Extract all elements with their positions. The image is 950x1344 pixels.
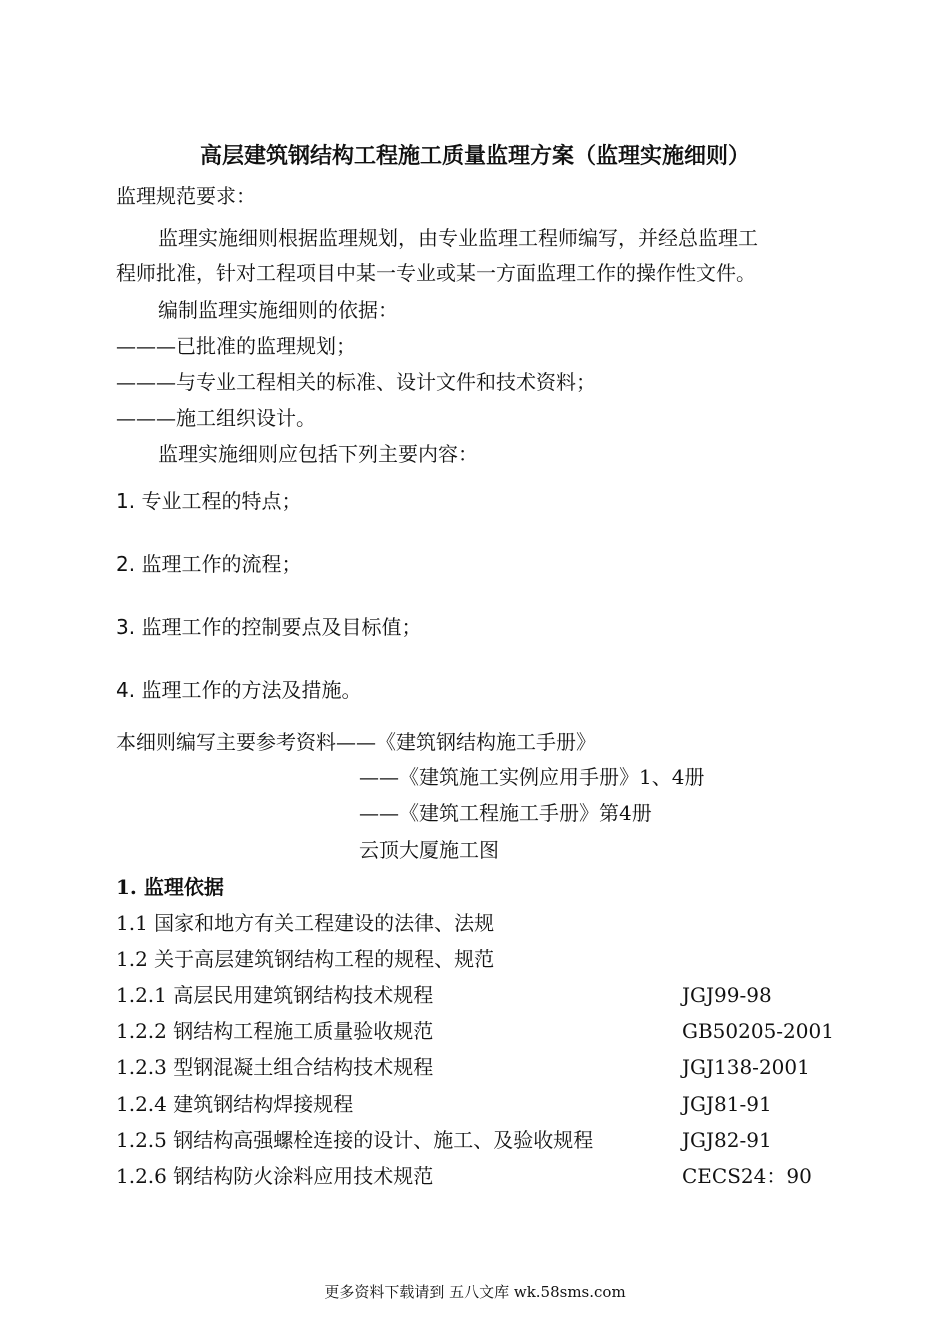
- content-list-item: [116, 554, 301, 574]
- list-number: 3.: [116, 615, 136, 639]
- list-text: 监理工作的流程；: [141, 552, 302, 576]
- list-number: 4.: [116, 678, 136, 702]
- spec-code: CECS24：90: [682, 1164, 812, 1188]
- document-title: 高层建筑钢结构工程施工质量监理方案（监理实施细则）: [199, 143, 750, 169]
- list-number: 2.: [116, 552, 136, 576]
- reference-line: ——《建筑施工实例应用手册》1、4册: [359, 765, 705, 789]
- basis-item: ———施工组织设计。: [116, 406, 316, 430]
- spec-code: JGJ138-2001: [682, 1055, 810, 1079]
- list-text: 专业工程的特点；: [141, 489, 302, 513]
- intro-heading: 监理规范要求：: [116, 184, 256, 208]
- spec-code: JGJ82-91: [682, 1128, 772, 1152]
- basis-heading: 编制监理实施细则的依据：: [158, 298, 398, 322]
- content-list-item: [116, 617, 421, 637]
- basis-item: ———与专业工程相关的标准、设计文件和技术资料；: [116, 370, 596, 394]
- spec-title: 1.2.1 高层民用建筑钢结构技术规程: [116, 983, 434, 1007]
- spec-title: 1.2.5 钢结构高强螺栓连接的设计、施工、及验收规程: [116, 1128, 594, 1152]
- list-number: 1.: [116, 489, 136, 513]
- spec-title: 1.2.4 建筑钢结构焊接规程: [116, 1092, 354, 1116]
- contents-heading: 监理实施细则应包括下列主要内容：: [158, 442, 478, 466]
- intro-paragraph-line-1: 监理实施细则根据监理规划，由专业监理工程师编写，并经总监理工: [158, 226, 758, 250]
- content-list-item: [116, 680, 361, 700]
- spec-title: 1.2.2 钢结构工程施工质量验收规范: [116, 1019, 434, 1043]
- list-text: 监理工作的控制要点及目标值；: [141, 615, 422, 639]
- page-footer: 更多资料下载请到 五八文库 wk.58sms.com: [324, 1283, 626, 1301]
- spec-code: JGJ99-98: [682, 983, 772, 1007]
- list-text: 监理工作的方法及措施。: [141, 678, 362, 702]
- spec-title: 1.2.6 钢结构防火涂料应用技术规范: [116, 1164, 434, 1188]
- section-item: 1.2 关于高层建筑钢结构工程的规程、规范: [116, 947, 495, 971]
- spec-code: JGJ81-91: [682, 1092, 772, 1116]
- intro-paragraph-line-2: 程师批准，针对工程项目中某一专业或某一方面监理工作的操作性文件。: [116, 261, 756, 285]
- basis-item: ———已批准的监理规划；: [116, 334, 356, 358]
- reference-line: 本细则编写主要参考资料——《建筑钢结构施工手册》: [116, 730, 596, 754]
- spec-code: GB50205-2001: [682, 1019, 834, 1043]
- section-item: 1.1 国家和地方有关工程建设的法律、法规: [116, 911, 495, 935]
- section-heading: 1. 监理依据: [116, 875, 224, 899]
- content-list-item: [116, 491, 301, 511]
- reference-line: 云顶大厦施工图: [359, 838, 499, 862]
- spec-title: 1.2.3 型钢混凝土组合结构技术规程: [116, 1055, 434, 1079]
- reference-line: ——《建筑工程施工手册》第4册: [359, 801, 652, 825]
